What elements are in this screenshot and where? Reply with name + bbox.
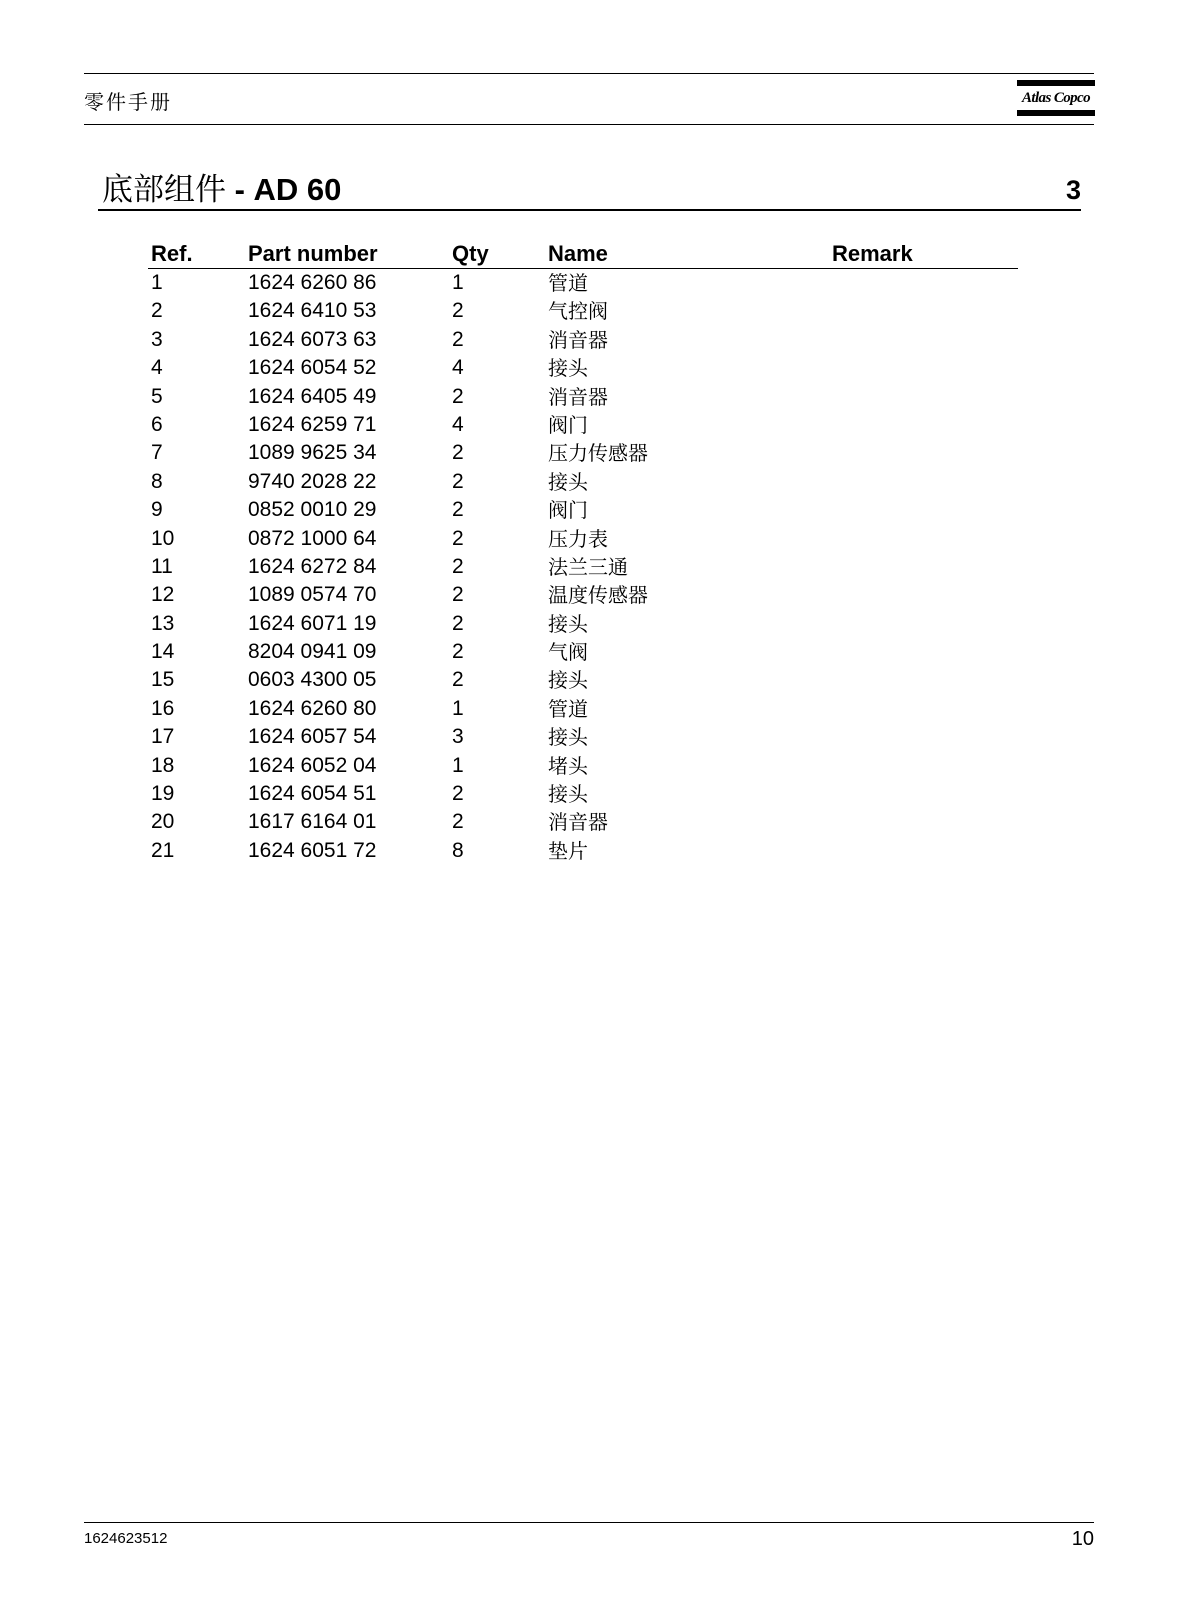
cell-part-number: 0852 0010 29 [248,498,377,522]
cell-name: 压力表 [548,526,608,551]
cell-qty: 2 [452,810,464,834]
table-row [148,496,1018,524]
cell-name: 气控阀 [548,299,608,324]
cell-qty: 4 [452,356,464,380]
cell-name: 阀门 [548,412,588,437]
cell-ref: 18 [151,753,175,777]
cell-name: 管道 [548,271,588,295]
cell-ref: 2 [151,299,163,323]
table-row [148,610,1018,638]
table-row [148,666,1018,694]
cell-part-number: 1624 6259 71 [248,412,377,436]
logo-bottom-bar [1017,110,1095,116]
section-rule [98,209,1081,211]
cell-ref: 12 [151,583,175,607]
col-header-ref: Ref. [151,241,193,266]
manual-title: 零件手册 [84,90,172,114]
table-row [148,326,1018,354]
cell-qty: 1 [452,696,464,720]
cell-part-number: 1624 6057 54 [248,725,377,749]
cell-name: 接头 [548,668,588,693]
cell-ref: 19 [151,782,175,806]
cell-name: 堵头 [548,753,588,778]
cell-qty: 3 [452,725,464,749]
cell-qty: 2 [452,384,464,408]
cell-name: 阀门 [548,498,588,523]
cell-ref: 10 [151,526,175,550]
cell-name: 垫片 [548,838,588,863]
cell-ref: 17 [151,725,175,749]
section-title-cn: 底部组件 [102,172,226,208]
table-row [148,269,1018,297]
cell-name: 接头 [548,725,588,750]
cell-ref: 13 [151,611,175,635]
cell-name: 接头 [548,356,588,381]
cell-part-number: 1624 6073 63 [248,327,377,351]
col-header-part-number: Part number [248,241,378,266]
table-header [148,240,1018,269]
section-title-model: - AD 60 [226,172,342,207]
cell-qty: 2 [452,299,464,323]
table-row [148,553,1018,581]
cell-name: 消音器 [548,384,608,409]
cell-qty: 4 [452,412,464,436]
table-row [148,468,1018,496]
cell-part-number: 1624 6405 49 [248,384,377,408]
table-row [148,808,1018,836]
cell-ref: 15 [151,668,175,692]
col-header-qty: Qty [452,241,489,266]
cell-part-number: 1624 6052 04 [248,753,377,777]
table-row [148,383,1018,411]
cell-part-number: 8204 0941 09 [248,640,377,664]
cell-part-number: 1617 6164 01 [248,810,377,834]
table-row [148,837,1018,865]
cell-part-number: 1624 6051 72 [248,838,377,862]
cell-name: 接头 [548,469,588,494]
cell-qty: 2 [452,441,464,465]
table-row [148,411,1018,439]
cell-ref: 5 [151,384,163,408]
cell-qty: 2 [452,526,464,550]
table-row [148,525,1018,553]
cell-name: 气阀 [548,640,588,665]
cell-part-number: 1624 6260 86 [248,271,377,294]
cell-ref: 4 [151,356,163,380]
cell-part-number: 1624 6260 80 [248,696,377,720]
atlas-copco-logo [1017,80,1095,120]
cell-part-number: 1624 6071 19 [248,611,377,635]
cell-name: 温度传感器 [548,583,648,608]
cell-ref: 11 [151,554,173,578]
col-header-remark: Remark [832,241,913,266]
footer-rule [84,1522,1094,1523]
cell-name: 法兰三通 [548,554,628,579]
cell-part-number: 0872 1000 64 [248,526,377,550]
cell-part-number: 9740 2028 22 [248,469,377,493]
cell-ref: 7 [151,441,163,465]
cell-name: 接头 [548,611,588,636]
cell-ref: 1 [151,271,163,294]
table-row [148,581,1018,609]
header-top-rule [84,73,1094,74]
cell-part-number: 1089 0574 70 [248,583,377,607]
cell-qty: 1 [452,271,464,294]
cell-qty: 2 [452,782,464,806]
cell-part-number: 1624 6054 51 [248,782,377,806]
cell-qty: 2 [452,469,464,493]
parts-table [148,240,1018,865]
section-title [102,171,341,209]
logo-top-bar [1017,80,1095,86]
table-row [148,723,1018,751]
cell-ref: 14 [151,640,175,664]
table-row [148,297,1018,325]
cell-part-number: 1624 6272 84 [248,554,377,578]
cell-name: 消音器 [548,327,608,352]
table-body [148,269,1018,865]
section-number: 3 [1065,175,1081,205]
table-row [148,354,1018,382]
cell-ref: 9 [151,498,163,522]
logo-wordmark: Atlas Copco [1022,90,1090,106]
cell-qty: 2 [452,611,464,635]
cell-part-number: 1089 9625 34 [248,441,377,465]
cell-qty: 1 [452,753,464,777]
col-header-name: Name [548,241,608,266]
cell-ref: 20 [151,810,175,834]
cell-qty: 8 [452,838,464,862]
cell-qty: 2 [452,554,464,578]
cell-ref: 16 [151,696,175,720]
cell-name: 压力传感器 [548,441,648,466]
table-row [148,695,1018,723]
cell-ref: 8 [151,469,163,493]
cell-part-number: 1624 6054 52 [248,356,377,380]
cell-part-number: 0603 4300 05 [248,668,377,692]
cell-ref: 21 [151,838,175,862]
cell-name: 消音器 [548,810,608,835]
cell-ref: 3 [151,327,163,351]
table-row [148,439,1018,467]
cell-qty: 2 [452,583,464,607]
table-row [148,752,1018,780]
cell-part-number: 1624 6410 53 [248,299,377,323]
table-row [148,638,1018,666]
cell-name: 管道 [548,696,588,721]
table-row [148,780,1018,808]
cell-qty: 2 [452,640,464,664]
document-number: 1624623512 [84,1530,168,1547]
cell-qty: 2 [452,668,464,692]
cell-ref: 6 [151,412,163,436]
header-bottom-rule [84,124,1094,125]
page-number: 10 [1071,1528,1094,1550]
cell-qty: 2 [452,498,464,522]
cell-name: 接头 [548,782,588,807]
cell-qty: 2 [452,327,464,351]
